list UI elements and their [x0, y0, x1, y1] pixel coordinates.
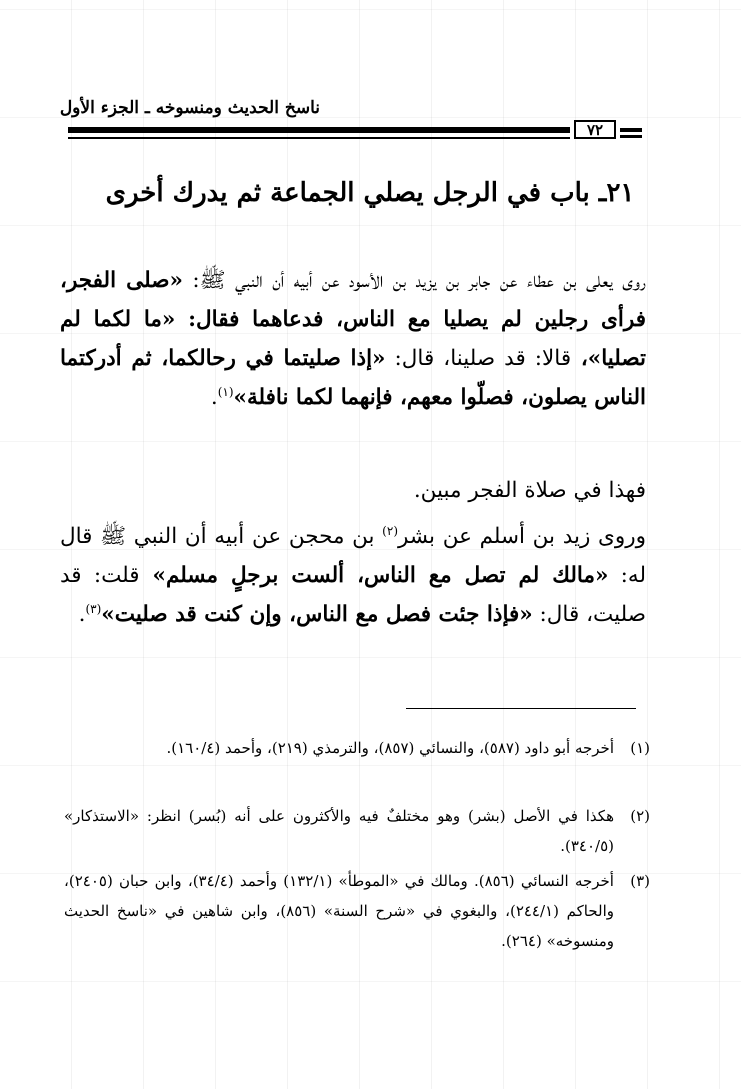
running-title: ناسخ الحديث ومنسوخه ـ الجزء الأول	[59, 98, 320, 118]
footnote-number: (٣)	[630, 872, 650, 890]
narration-text: قالا: قد صلينا، قال:	[385, 346, 572, 371]
footnote-ref-3: (٣)	[85, 601, 102, 616]
footnote-ref-2: (٢)	[382, 523, 398, 538]
page-number: ٧٢	[574, 120, 616, 139]
footnote	[64, 801, 650, 861]
hadith-quote: «إذا صليتما في رحالكما، ثم أدركتما الناس يصلون، فصلّوا معهم، فإنهما لكما نافلة»	[60, 346, 646, 410]
footnote	[64, 733, 650, 763]
header-rule-short-top	[620, 128, 642, 132]
paragraph-first-hadith	[60, 261, 646, 417]
sentence-end: .	[78, 602, 86, 627]
chapter-heading: ٢١ـ باب في الرجل يصلي الجماعة ثم يدرك أخرى	[105, 178, 635, 208]
header-rule-thin	[68, 137, 570, 139]
header-rule-thick	[68, 127, 570, 133]
narration-text: بن محجن عن أبيه أن النبي ﷺ قال له:	[60, 524, 646, 588]
hadith-quote: «مالك لم تصل مع الناس، ألست برجلٍ مسلم»	[139, 563, 609, 588]
hadith-quote: «صلى الفجر، فرأى رجلين لم يصليا مع الناس، فدعاهما فقال: «ما لكما لم تصليا»،	[60, 268, 646, 371]
footnote-ref-1: (١)	[217, 384, 234, 399]
narration-text: وروى زيد بن أسلم عن بشر	[398, 524, 646, 549]
header-rule-short-bottom	[620, 135, 642, 138]
footnote-number: (٢)	[630, 807, 650, 825]
footnote-text: هكذا في الأصل (بشر) وهو مختلفٌ فيه والأكثرون على أنه (بُسر) انظر: «الاستذكار» (٣٤٠/٥).	[64, 807, 614, 855]
hadith-quote: «فإذا جئت فصل مع الناس، وإن كنت قد صليت»	[101, 602, 533, 627]
narration-text: قلت: قد صليت، قال:	[60, 563, 646, 627]
footnote-text: أخرجه النسائي (٨٥٦). ومالك في «الموطأ» (١٣٢/١) وأحمد (٣٤/٤)، وابن حبان (٢٤٠٥)، والحاكم (٢٤٤/١)، والبغوي في «شرح السنة» (٨٥٦)، وابن شاهين في «ناسخ الحديث ومنسوخه» (٢٦٤).	[64, 872, 614, 950]
paragraph-comment: فهذا في صلاة الفجر مبين.	[413, 478, 646, 503]
footnote-text: أخرجه أبو داود (٥٨٧)، والنسائي (٨٥٧)، والترمذي (٢١٩)، وأحمد (١٦٠/٤).	[166, 739, 614, 757]
footnote-separator	[406, 708, 636, 709]
paragraph-second-hadith	[60, 517, 646, 634]
footnote	[64, 866, 650, 956]
narration-text: روى يعلى بن عطاء عن جابر بن يزيد بن الأسود عن أبيه أن النبي ﷺ:	[182, 268, 646, 293]
footnote-number: (١)	[630, 739, 650, 757]
sentence-end: .	[210, 385, 218, 410]
